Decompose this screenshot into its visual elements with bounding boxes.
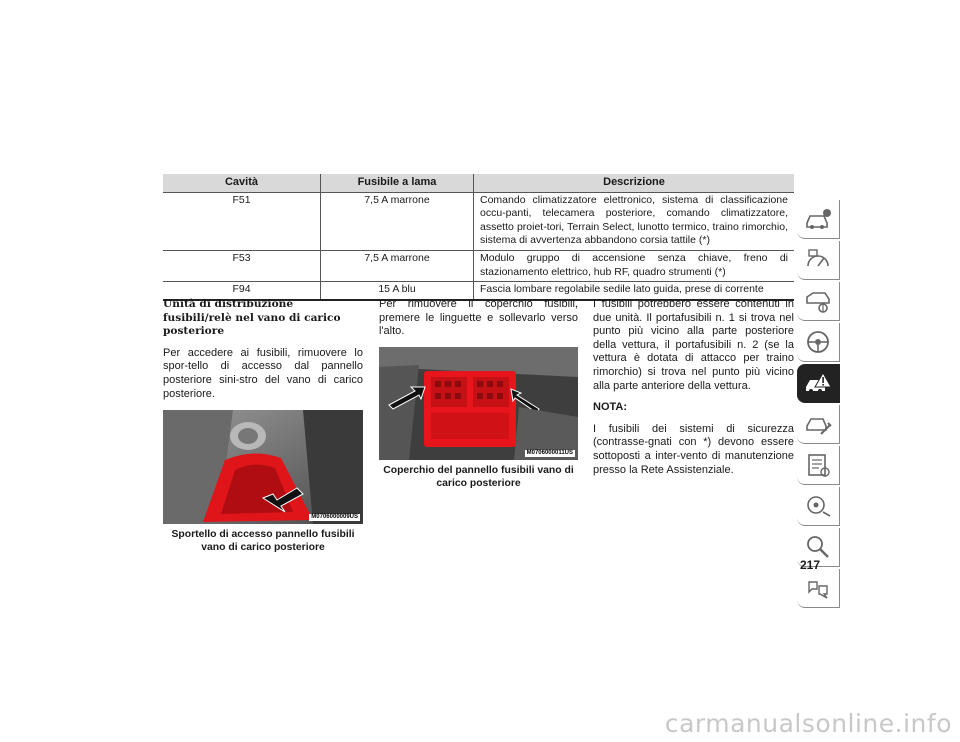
- cell-description: Modulo gruppo di accensione senza chiave, freno di stazionamento elettrico, hub RF, quadro strumenti (*): [474, 250, 795, 281]
- fuse-units-paragraph: I fusibili potrebbero essere contenuti in due unità. Il portafusibili n. 1 si trova nel punto più vicino alla parte posteriore della vettura, il portafusibili n. 2 (se la vettura è dotata di attacco per traino rimorchio) si trova nel punto più vicino alla parte anteriore della vettura.: [593, 298, 794, 392]
- car-service-icon: [803, 410, 833, 438]
- access-paragraph: Per accedere ai fusibili, rimuovere lo spor-tello di accesso dal pannello posteriore sini-stro del vano di carico posteriore.: [163, 346, 363, 400]
- section-heading: Unità di distribuzione fusibili/relè nel vano di carico posteriore: [163, 298, 341, 338]
- cover-paragraph: Per rimuovere il coperchio fusibili, premere le linguette e sollevarlo verso l'alto.: [379, 298, 578, 338]
- sidebar-tab-multimedia[interactable]: [797, 487, 840, 526]
- cell-cavity: F53: [163, 250, 321, 281]
- car-emergency-icon: [803, 369, 833, 397]
- magnifier-icon: [803, 533, 833, 561]
- figure-code: M0706000009US: [311, 514, 358, 521]
- sidebar-tab-emergency[interactable]: [797, 364, 840, 403]
- left-column: [163, 298, 363, 554]
- fuse-table: [163, 174, 794, 301]
- fuse-cover-illustration: [379, 347, 578, 460]
- access-door-photo: [163, 410, 363, 524]
- header-description: Descrizione: [474, 174, 795, 192]
- car-controls-icon: [803, 287, 833, 315]
- note-text: I fusibili dei sistemi di sicurezza (contrasse-gnati con *) devono essere sottoposti a inter-vento di manutenzione presso la Rete Assistenziale.: [593, 422, 794, 476]
- car-info-icon: [803, 205, 833, 233]
- cell-description: Comando climatizzatore elettronico, sistema di classificazione occu-panti, telecamera posteriore, comando climatizzatore, assetto proiet-tori, Terrain Select, lunotto termico, traino rimorchio, sistema di avvertenza abbandono corsia tattile (*): [474, 192, 795, 250]
- right-column: [593, 298, 794, 485]
- figure-caption: Sportello di accesso pannello fusibili vano di carico posteriore: [171, 529, 355, 554]
- sidebar-tab-driving[interactable]: [797, 323, 840, 362]
- sidebar-tab-languages[interactable]: [797, 569, 840, 608]
- table-row: [163, 250, 794, 281]
- cell-fuse: 7,5 A marrone: [321, 192, 474, 250]
- sidebar-tab-specifications[interactable]: [797, 446, 840, 485]
- page-number: 217: [800, 558, 821, 572]
- figure-code: M0706000011US: [526, 449, 573, 456]
- note-title: NOTA:: [593, 401, 628, 414]
- table-header-row: [163, 174, 794, 192]
- access-door-illustration: [163, 410, 363, 524]
- cell-fuse: 15 A blu: [321, 282, 474, 300]
- cell-cavity: F51: [163, 192, 321, 250]
- table-row: [163, 192, 794, 250]
- sidebar-tab-controls[interactable]: [797, 282, 840, 321]
- header-fuse: Fusibile a lama: [321, 174, 474, 192]
- middle-column: [379, 298, 578, 490]
- specifications-icon: [803, 451, 833, 479]
- multimedia-icon: [803, 492, 833, 520]
- cell-cavity: F94: [163, 282, 321, 300]
- cell-description: Fascia lombare regolabile sedile lato guida, prese di corrente: [474, 282, 795, 300]
- gauge-icon: [803, 246, 833, 274]
- language-icon: [803, 574, 833, 602]
- header-cavity: Cavità: [163, 174, 321, 192]
- cell-fuse: 7,5 A marrone: [321, 250, 474, 281]
- watermark: carmanualsonline.info: [664, 709, 952, 738]
- fuse-cover-photo: [379, 347, 578, 460]
- sidebar-tab-gauges[interactable]: [797, 241, 840, 280]
- sidebar-tab-service[interactable]: [797, 405, 840, 444]
- chapter-sidebar: [797, 200, 840, 610]
- figure-caption: Coperchio del pannello fusibili vano di carico posteriore: [383, 464, 574, 489]
- sidebar-tab-car-info[interactable]: [797, 200, 840, 239]
- steering-wheel-icon: [803, 328, 833, 356]
